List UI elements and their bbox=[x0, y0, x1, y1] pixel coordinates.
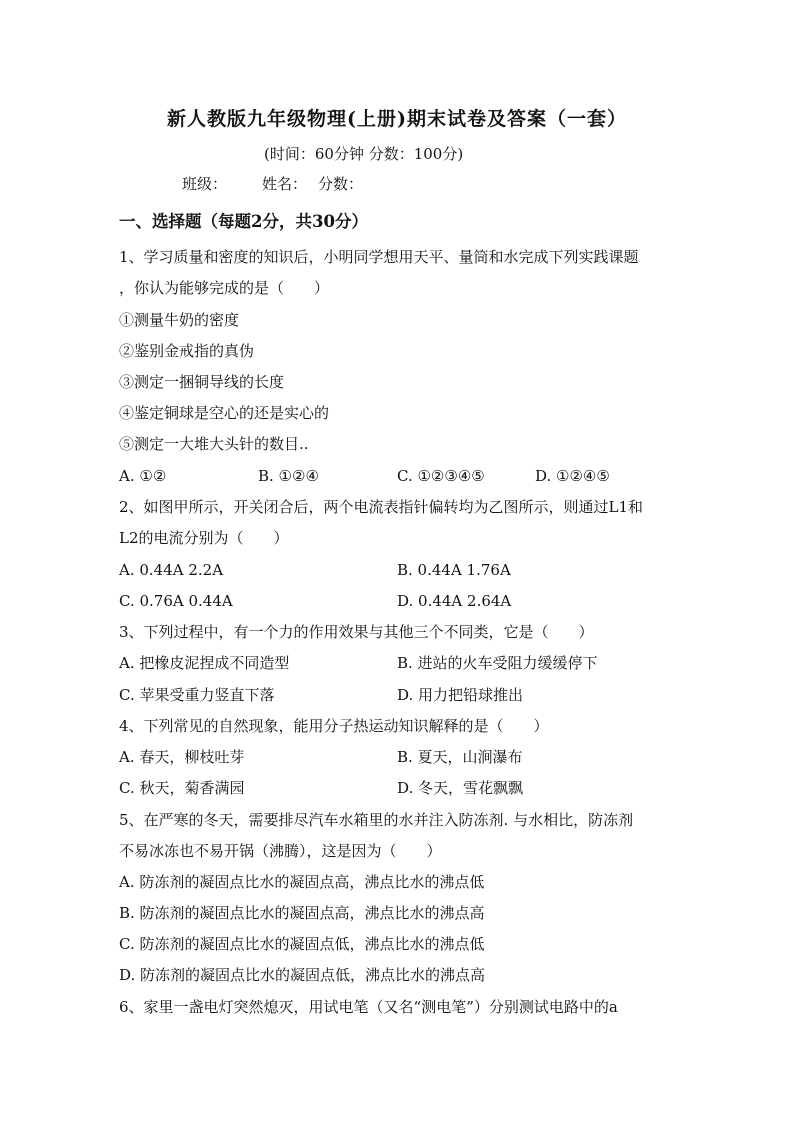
question-1-item: ①测量牛奶的密度 bbox=[119, 311, 240, 329]
question-1-item: ④鉴定铜球是空心的还是实心的 bbox=[119, 404, 330, 422]
question-3-option-a: A. 把橡皮泥捏成不同造型 bbox=[119, 654, 290, 672]
question-3-option-c: C. 苹果受重力竖直下落 bbox=[119, 686, 275, 704]
question-2-stem: 2、如图甲所示，开关闭合后，两个电流表指针偏转均为乙图所示，则通过L1和 bbox=[119, 498, 644, 516]
question-1-option-b: B. ①②④ bbox=[258, 467, 319, 485]
question-4-option-b: B. 夏天，山涧瀑布 bbox=[397, 748, 523, 766]
question-5-option-b: B. 防冻剂的凝固点比水的凝固点高，沸点比水的沸点高 bbox=[119, 904, 485, 922]
question-1-option-a: A. ①② bbox=[119, 467, 167, 485]
question-2-option-b: B. 0.44A 1.76A bbox=[397, 561, 511, 579]
question-3-stem: 3、下列过程中，有一个力的作用效果与其他三个不同类，它是（ ） bbox=[119, 623, 594, 641]
question-4-option-d: D. 冬天，雪花飘飘 bbox=[397, 779, 524, 797]
question-3-option-b: B. 进站的火车受阻力缓缓停下 bbox=[397, 654, 598, 672]
question-3-option-d: D. 用力把铅球推出 bbox=[397, 686, 524, 704]
exam-meta: (时间：60分钟 分数：100分) bbox=[264, 145, 464, 163]
name-label: 姓名： bbox=[262, 175, 308, 193]
question-1-option-c: C. ①②③④⑤ bbox=[397, 467, 485, 485]
question-2-option-c: C. 0.76A 0.44A bbox=[119, 592, 233, 610]
question-2-option-a: A. 0.44A 2.2A bbox=[119, 561, 224, 579]
question-1-option-d: D. ①②④⑤ bbox=[535, 467, 610, 485]
score-label: 分数： bbox=[318, 175, 364, 193]
question-4-stem: 4、下列常见的自然现象，能用分子热运动知识解释的是（ ） bbox=[119, 717, 549, 735]
question-2-option-d: D. 0.44A 2.64A bbox=[397, 592, 512, 610]
class-label: 班级： bbox=[182, 175, 228, 193]
question-2-stem-cont: L2的电流分别为（ ） bbox=[119, 529, 289, 547]
question-1-item: ③测定一捆铜导线的长度 bbox=[119, 373, 285, 391]
question-1-item: ⑤测定一大堆大头针的数目.. bbox=[119, 435, 309, 453]
question-5-option-a: A. 防冻剂的凝固点比水的凝固点高，沸点比水的沸点低 bbox=[119, 873, 485, 891]
question-5-stem-cont: 不易冰冻也不易开锅（沸腾），这是因为（ ） bbox=[119, 842, 442, 860]
question-4-option-c: C. 秋天，菊香满园 bbox=[119, 779, 245, 797]
question-1-stem-cont: ，你认为能够完成的是（ ） bbox=[119, 279, 330, 297]
question-4-option-a: A. 春天，柳枝吐芽 bbox=[119, 748, 245, 766]
page-title: 新人教版九年级物理(上册)期末试卷及答案（一套） bbox=[167, 108, 627, 130]
question-1-stem: 1、学习质量和密度的知识后，小明同学想用天平、量筒和水完成下列实践课题 bbox=[119, 248, 639, 266]
question-6-stem: 6、家里一盏电灯突然熄灭，用试电笔（又名“测电笔”）分别测试电路中的a bbox=[119, 998, 618, 1016]
question-5-option-d: D. 防冻剂的凝固点比水的凝固点低，沸点比水的沸点高 bbox=[119, 966, 486, 984]
question-5-option-c: C. 防冻剂的凝固点比水的凝固点低，沸点比水的沸点低 bbox=[119, 935, 485, 953]
section-heading: 一、选择题（每题2分，共30分） bbox=[119, 212, 368, 231]
question-5-stem: 5、在严寒的冬天，需要排尽汽车水箱里的水并注入防冻剂. 与水相比，防冻剂 bbox=[119, 811, 634, 829]
question-1-item: ②鉴别金戒指的真伪 bbox=[119, 342, 255, 360]
